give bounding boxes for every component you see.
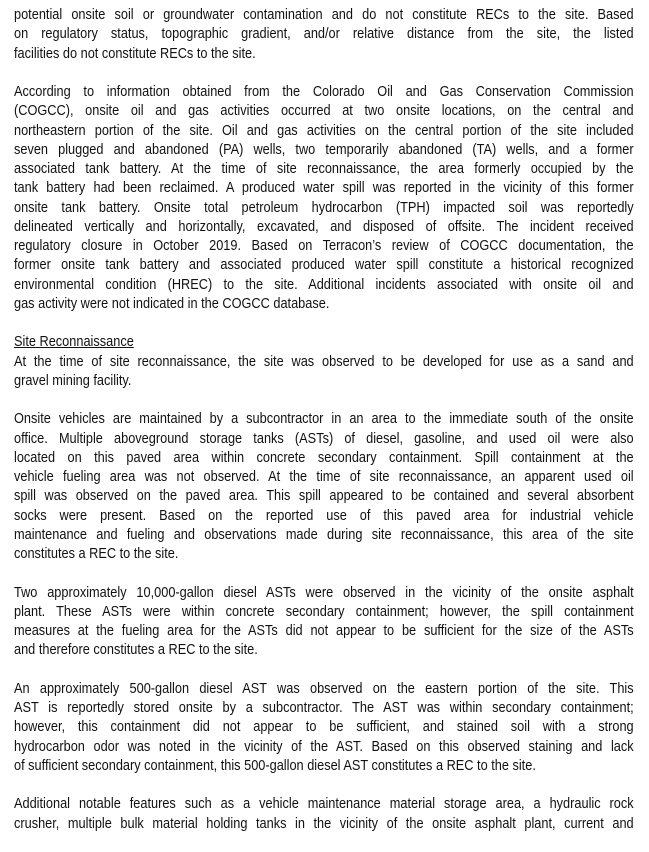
paragraph bbox=[14, 583, 634, 660]
text-line: however, this containment did not appear to be sufficient, and stained soil with a strong bbox=[14, 718, 634, 736]
text-line: crusher, multiple bulk material holding tanks in the vicinity of the onsite asphalt plant, current and bbox=[14, 814, 634, 832]
text-line: environmental condition (HREC) to the site. Additional incidents associated with onsite oil and bbox=[14, 275, 634, 293]
text-line: of sufficient secondary containment, this 500-gallon diesel AST constitutes a REC to the site. bbox=[14, 756, 536, 774]
text-line: vehicle fueling area was not observed. At the time of site reconnaissance, an apparent used oil bbox=[14, 468, 634, 485]
text-line: tank battery had been reclaimed. A produced water spill was reported in the vicinity of this former bbox=[14, 179, 634, 197]
text-line: plant. These ASTs were within concrete secondary containment; however, the spill containment bbox=[14, 602, 634, 620]
text-line: maintenance and fueling and observations made during site reconnaissance, this area of the site bbox=[14, 525, 634, 543]
text-line: facilities do not constitute RECs to the site. bbox=[14, 44, 256, 62]
text-line: AST is reportedly stored onsite by a subcontractor. The AST was within secondary containment; bbox=[14, 699, 634, 716]
text-line: on regulatory status, topographic gradient, and/or relative distance from the site, the listed bbox=[14, 25, 634, 43]
paragraph bbox=[14, 82, 634, 313]
section-heading: Site Reconnaissance bbox=[14, 333, 134, 351]
text-line: gas activity were not indicated in the COGCC database. bbox=[14, 294, 330, 312]
paragraph bbox=[14, 679, 634, 775]
text-line: hydrocarbon odor was noted in the vicinity of the AST. Based on this observed staining and lack bbox=[14, 737, 634, 755]
text-line: former onsite tank battery and associated produced water spill constitute a historical recognized bbox=[14, 256, 634, 274]
text-line: spill was observed on the paved area. This spill appeared to be contained and several absorbent bbox=[14, 487, 634, 505]
paragraph bbox=[14, 5, 634, 63]
text-line: seven plugged and abandoned (PA) wells, two temporarily abandoned (TA) wells, and a former bbox=[14, 140, 634, 158]
text-line: Onsite vehicles are maintained by a subcontractor in an area to the immediate south of the onsite bbox=[14, 410, 634, 428]
text-line: (COGCC), onsite oil and gas activities occurred at two onsite locations, on the central and bbox=[14, 102, 634, 120]
text-line: associated tank battery. At the time of site reconnaissance, the area formerly occupied by the bbox=[14, 160, 634, 177]
text-line: office. Multiple aboveground storage tanks (ASTs) of diesel, gasoline, and used oil were also bbox=[14, 429, 634, 447]
text-line: An approximately 500-gallon diesel AST was observed on the eastern portion of the site. This bbox=[14, 679, 634, 697]
text-line: socks were present. Based on the reported use of this paved area for industrial vehicle bbox=[14, 506, 634, 524]
text-line: constitutes a REC to the site. bbox=[14, 545, 179, 562]
text-line: measures at the fueling area for the ASTs did not appear to be sufficient for the size of the ASTs bbox=[14, 622, 634, 639]
document-page bbox=[14, 5, 634, 852]
paragraph bbox=[14, 794, 634, 833]
text-line: delineated vertically and horizontally, excavated, and disposed of offsite. The incident received bbox=[14, 217, 634, 235]
section-site-reconnaissance bbox=[14, 332, 634, 390]
paragraph bbox=[14, 409, 634, 563]
text-line: At the time of site reconnaissance, the site was observed to be developed for use as a sand and bbox=[14, 352, 634, 370]
text-line: onsite tank battery. Onsite total petroleum hydrocarbon (TPH) impacted soil was reportedly bbox=[14, 198, 634, 216]
text-line: Additional notable features such as a vehicle maintenance material storage area, a hydraulic rock bbox=[14, 795, 634, 813]
text-line: potential onsite soil or groundwater contamination and do not constitute RECs to the site. Based bbox=[14, 6, 634, 23]
text-line: Two approximately 10,000-gallon diesel ASTs were observed in the vicinity of the onsite asphalt bbox=[14, 583, 634, 601]
text-line: northeastern portion of the site. Oil and gas activities on the central portion of the site included bbox=[14, 121, 634, 139]
text-line: gravel mining facility. bbox=[14, 371, 132, 389]
text-line: According to information obtained from the Colorado Oil and Gas Conservation Commission bbox=[14, 83, 634, 100]
text-line: and therefore constitutes a REC to the site. bbox=[14, 641, 258, 659]
text-line: regulatory closure in October 2019. Based on Terracon’s review of COGCC documentation, the bbox=[14, 237, 634, 254]
text-line: located on this paved area within concrete secondary containment. Spill containment at the bbox=[14, 448, 634, 466]
